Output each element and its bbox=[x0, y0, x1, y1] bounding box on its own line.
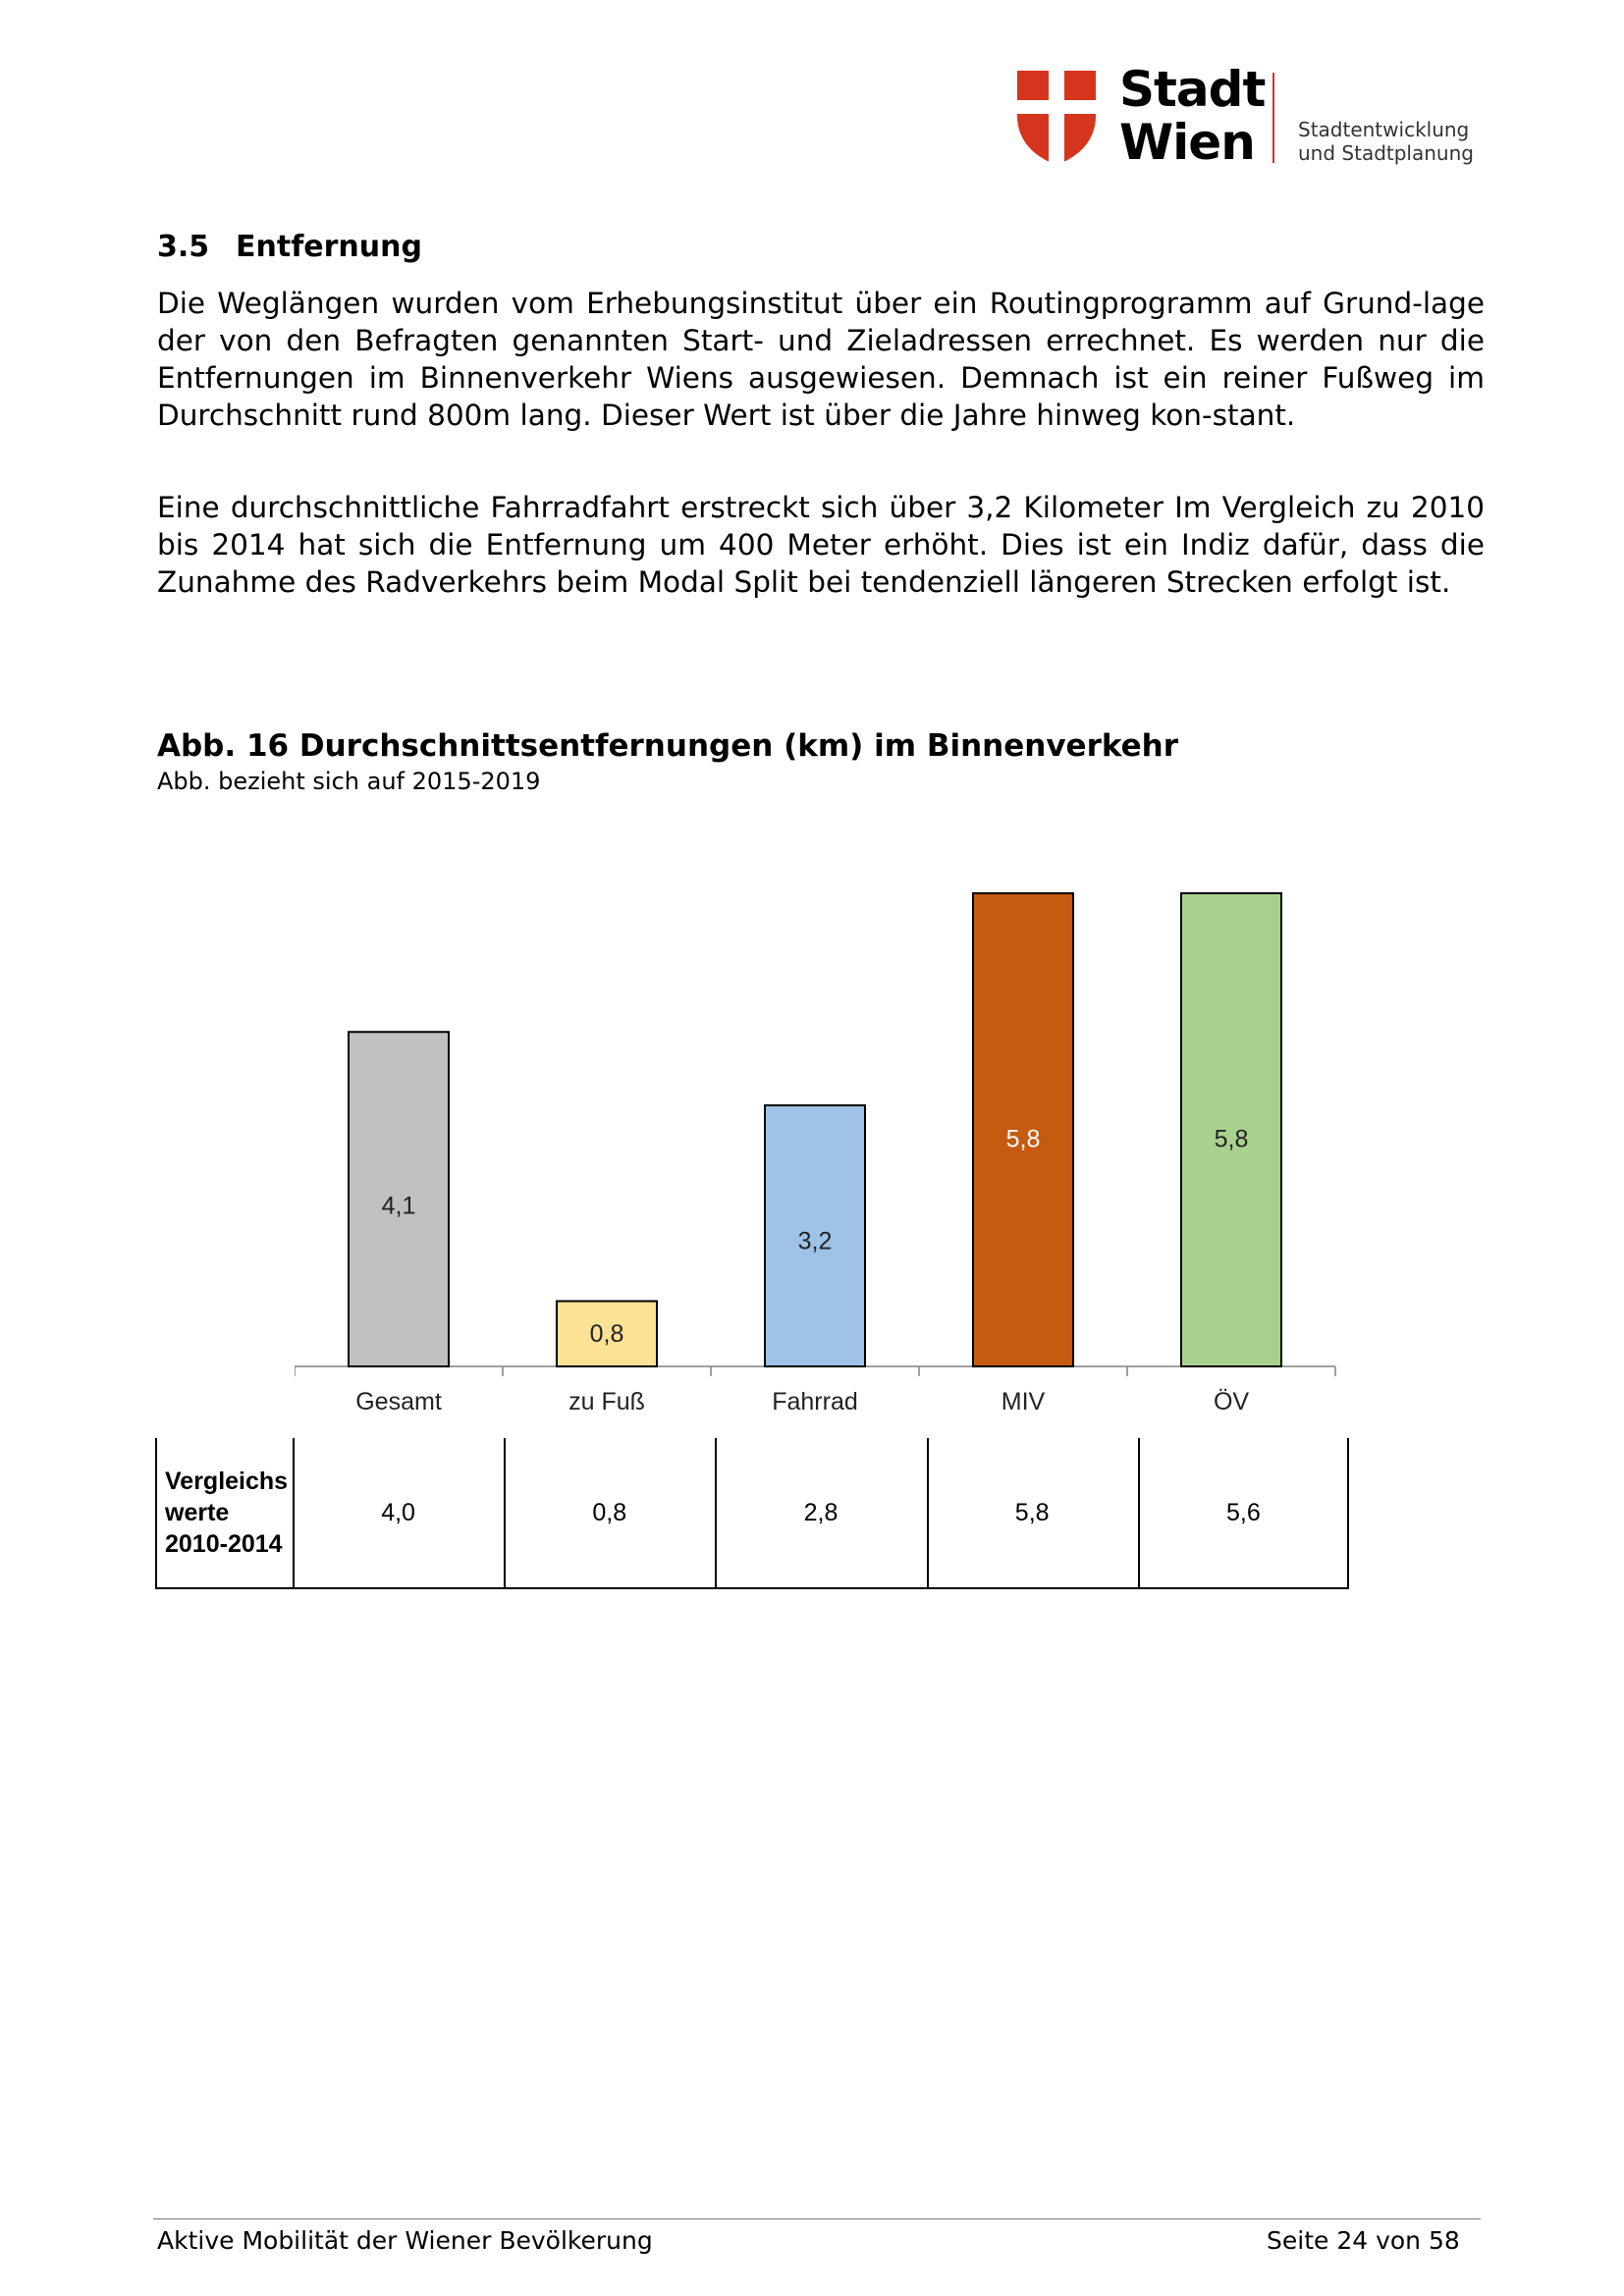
comparison-value: 2,8 bbox=[803, 1498, 839, 1526]
section-number: 3.5 bbox=[157, 230, 210, 264]
logo-divider bbox=[1272, 73, 1274, 163]
bar-value-label: 3,2 bbox=[797, 1227, 833, 1255]
bar-value-label: 5,8 bbox=[1214, 1125, 1249, 1153]
comparison-column-border bbox=[155, 1438, 157, 1589]
logo-sub-line2: und Stadtplanung bbox=[1298, 141, 1474, 165]
paragraph-1: Die Weglängen wurden vom Erhebungsinstitut über ein Routingprogramm auf Grund-lage der von den Befragten genannten Start- und Zieladressen errechnet. Es werden nur die Entfernungen im Binnenverkehr Wiens ausgewiesen. Demnach ist ein reiner Fußweg im Durchschnitt rund 800m lang. Dieser Wert ist über die Jahre hinweg kon-stant. bbox=[157, 287, 1485, 432]
logo-sub-line1: Stadtentwicklung bbox=[1298, 118, 1470, 141]
bar-value-label: 5,8 bbox=[1005, 1125, 1041, 1153]
distance-bar-chart bbox=[295, 864, 1355, 1433]
x-tick-label: ÖV bbox=[1213, 1388, 1250, 1415]
figure-title: Abb. 16 Durchschnittsentfernungen (km) im Binnenverkehr bbox=[157, 728, 1179, 764]
logo-word-stadt: Stadt bbox=[1119, 61, 1266, 118]
comparison-value: 4,0 bbox=[381, 1498, 415, 1526]
x-tick-label: Gesamt bbox=[355, 1388, 442, 1415]
bar-value-label: 4,1 bbox=[381, 1192, 416, 1220]
figure-subtitle: Abb. bezieht sich auf 2015-2019 bbox=[157, 768, 541, 795]
comparison-value: 0,8 bbox=[592, 1498, 627, 1526]
comparison-label: Vergleichs werte 2010-2014 bbox=[165, 1468, 289, 1558]
section-heading bbox=[157, 230, 422, 264]
comparison-value: 5,8 bbox=[1014, 1498, 1050, 1526]
footer-page-number: Seite 24 von 58 bbox=[1267, 2226, 1460, 2255]
comparison-bottom-border bbox=[155, 1587, 1349, 1589]
logo-word-wien: Wien bbox=[1119, 114, 1255, 171]
paragraph-2: Eine durchschnittliche Fahrradfahrt erstreckt sich über 3,2 Kilometer Im Vergleich zu 2010 bis 2014 hat sich die Entfernung um 400 Meter erhöht. Dies ist ein Indiz dafür, dass die Zunahme des Radverkehrs beim Modal Split bei tendenziell längeren Strecken erfolgt ist. bbox=[157, 491, 1485, 599]
footer-document-title: Aktive Mobilität der Wiener Bevölkerung bbox=[157, 2226, 653, 2255]
bar-value-label: 0,8 bbox=[589, 1319, 624, 1348]
logo-wordmark bbox=[1119, 63, 1265, 169]
vienna-shield-icon bbox=[1017, 71, 1096, 165]
footer-rule bbox=[153, 2218, 1481, 2219]
logo-department bbox=[1298, 118, 1474, 165]
comparison-table bbox=[155, 1438, 1349, 1589]
x-tick-label: zu Fuß bbox=[568, 1388, 645, 1415]
comparison-value: 5,6 bbox=[1226, 1498, 1261, 1526]
x-tick-label: MIV bbox=[1001, 1388, 1046, 1415]
stadt-wien-logo bbox=[1017, 61, 1479, 171]
x-tick-label: Fahrrad bbox=[772, 1388, 858, 1415]
section-title: Entfernung bbox=[236, 230, 422, 264]
